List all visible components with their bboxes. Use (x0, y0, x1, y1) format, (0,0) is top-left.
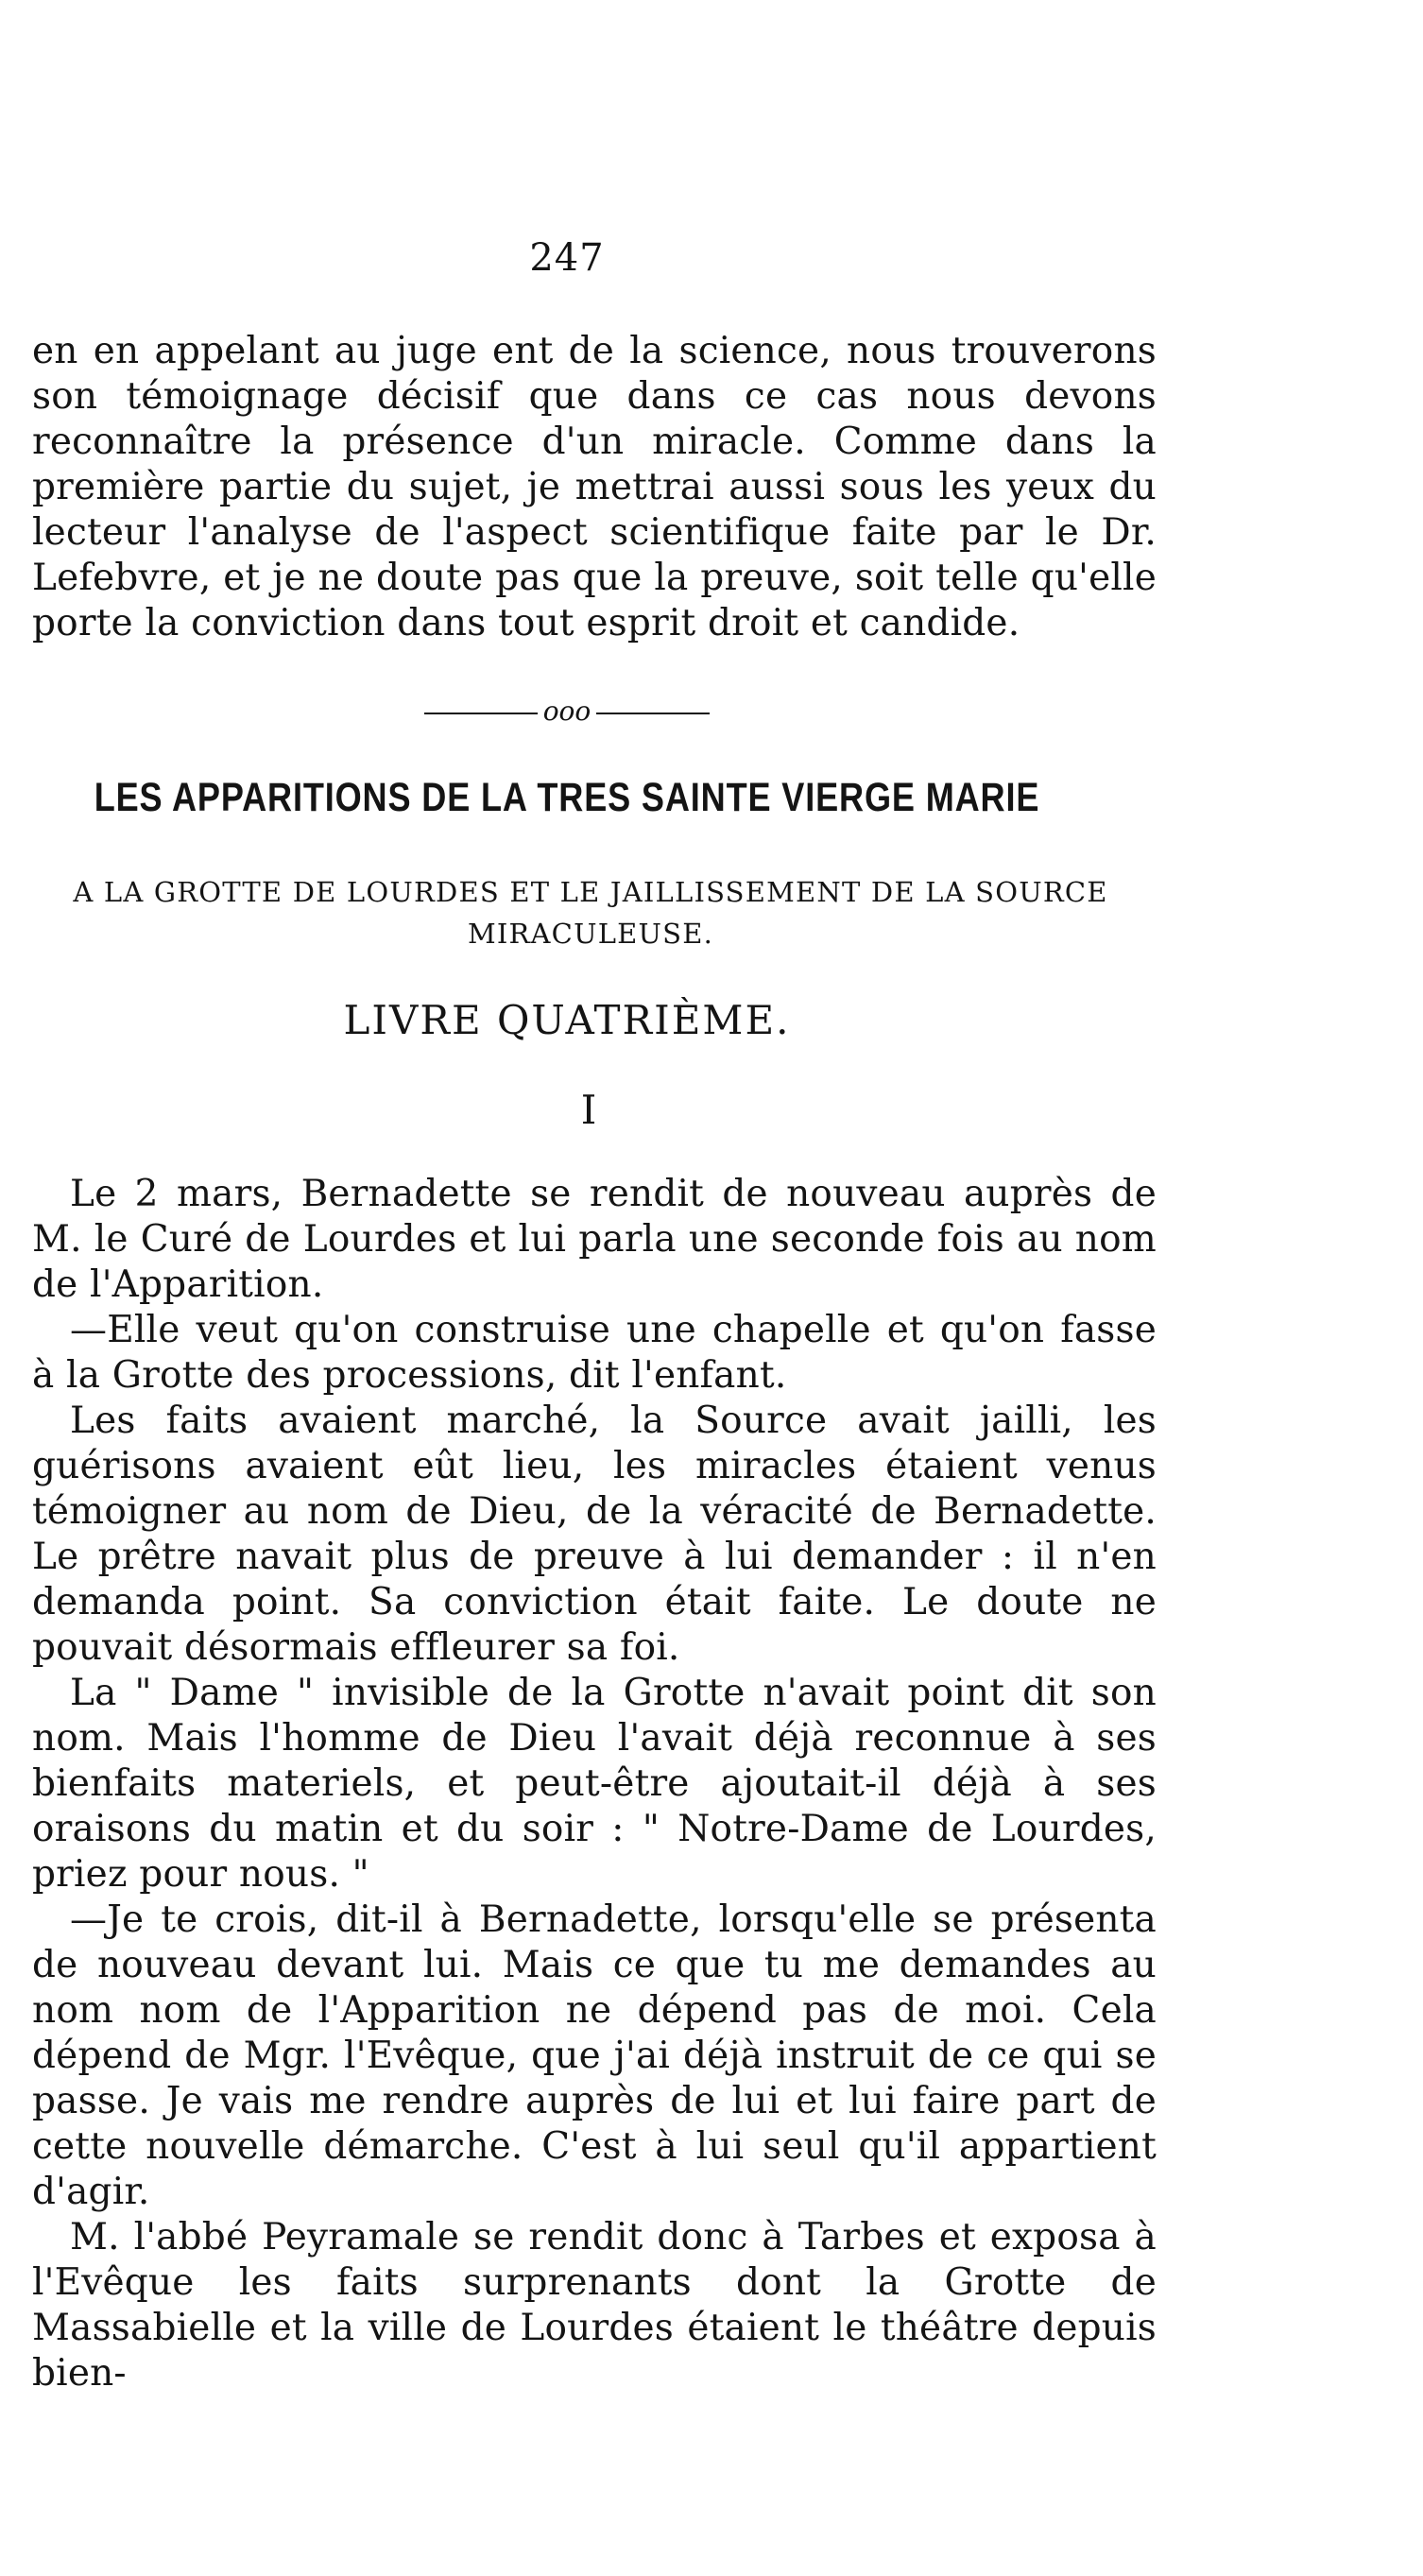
divider-ornament: ooo (542, 696, 591, 727)
paragraph: M. l'abbé Peyramale se rendit donc à Tarbes et exposa à l'Evêque les faits surprenants dont la Grotte de Massabielle et la ville de Lourdes étaient le théâtre depuis bien- (32, 2216, 1157, 2395)
main-text (32, 1172, 1157, 2396)
paragraph: Les faits avaient marché, la Source avait jailli, les guérisons avaient eût lieu, les miracles étaient venus témoigner au nom de Dieu, de la véracité de Bernadette. Le prêtre navait plus de preuve à lui demander : il n'en demanda point. Sa conviction était faite. Le doute ne pouvait désormais effleurer sa foi. (32, 1400, 1157, 1669)
paragraph: —Je te crois, dit-il à Bernadette, lorsqu'elle se présenta de nouveau devant lui. Mais ce que tu me demandes au nom nom de l'Apparition ne dépend pas de moi. Cela dépend de Mgr. l'Evêque, que j'ai déjà instruit de ce qui se passe. Je vais me rendre auprès de lui et lui faire part de cette nouvelle démarche. C'est à lui seul qu'il appartient d'agir. (32, 1898, 1157, 2213)
chapter-subtitle: A LA GROTTE DE LOURDES ET LE JAILLISSEMENT DE LA SOURCE MIRACULEUSE. (73, 876, 1108, 950)
paragraph: La " Dame " invisible de la Grotte n'avait point dit son nom. Mais l'homme de Dieu l'avait déjà reconnue à ses bienfaits materiels, et peut-être ajoutait-il déjà à ses oraisons du matin et du soir : " Notre-Dame de Lourdes, priez pour nous. " (32, 1672, 1157, 1896)
paragraph: Le 2 mars, Bernadette se rendit de nouveau auprès de M. le Curé de Lourdes et lui parla une seconde fois au nom de l'Apparition. (32, 1173, 1157, 1306)
book-title: LIVRE QUATRIÈME. (343, 997, 791, 1043)
divider-rule-left (424, 713, 538, 714)
paragraph: —Elle veut qu'on construise une chapelle et qu'on fasse à la Grotte des processions, dit l'enfant. (32, 1309, 1157, 1397)
section-divider (0, 693, 1134, 730)
intro-text: en en appelant au juge ent de la science, nous trouverons son témoignage décisif que dans ce cas nous devons reconnaître la présence d'un miracle. Comme dans la première partie du sujet, je mettrai aussi sous les yeux du lecteur l'analyse de l'aspect scientifique faite par le Dr. Lefebvre, et je ne doute pas que la preuve, soit telle qu'elle porte la conviction dans tout esprit droit et candide. (32, 330, 1157, 644)
intro-paragraph (32, 329, 1157, 646)
divider-rule-right (596, 713, 710, 714)
chapter-title: LES APPARITIONS DE LA TRES SAINTE VIERGE MARIE (94, 775, 1040, 820)
page-number: 247 (529, 236, 605, 280)
section-number: I (580, 1087, 597, 1133)
